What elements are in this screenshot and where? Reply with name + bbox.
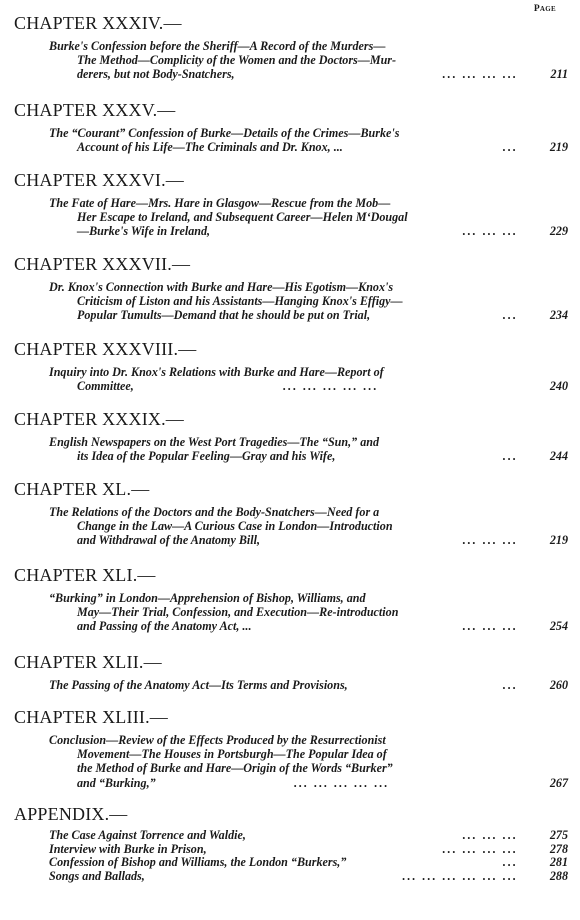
chapter-entry: [14, 652, 568, 692]
chapter-summary-line: English Newspapers on the West Port Tragedies—The “Sun,” and: [49, 435, 380, 449]
appendix-entry: [14, 804, 568, 883]
page-number: 260: [549, 678, 568, 692]
appendix-item-text: The Case Against Torrence and Waldie,: [49, 828, 246, 842]
chapter-summary-line: The Fate of Hare—Mrs. Hare in Glasgow—Rescue from the Mob—: [49, 196, 391, 210]
page-number: 240: [549, 379, 568, 394]
appendix-title: APPENDIX.—: [14, 804, 128, 824]
dot-leader: ...: [502, 856, 518, 870]
dot-leader: ...: [502, 678, 518, 692]
page-number: 281: [549, 855, 568, 870]
chapter-summary-line: Criticism of Liston and his Assistants—Hanging Knox's Effigy—: [77, 294, 403, 309]
appendix-item: [49, 870, 568, 884]
dot-leader: ... ... ...: [462, 533, 518, 548]
chapter-title: CHAPTER XXXVIII.—: [14, 339, 197, 359]
dot-leader: ...: [502, 140, 518, 155]
chapter-summary-line: Dr. Knox's Connection with Burke and Hare—His Egotism—Knox's: [49, 280, 394, 294]
page-number: 219: [549, 533, 568, 548]
chapter-entry: [14, 707, 568, 790]
chapter-entry: [14, 100, 568, 154]
chapter-summary-line: Her Escape to Ireland, and Subsequent Career—Helen M‘Dougal: [77, 210, 408, 225]
chapter-summary-line: Burke's Confession before the Sheriff—A Record of the Murders—: [49, 39, 386, 53]
chapter-summary-line: Inquiry into Dr. Knox's Relations with Burke and Hare—Report of: [49, 365, 384, 379]
appendix-item-text: Songs and Ballads,: [49, 868, 145, 883]
appendix-item: [49, 856, 568, 870]
chapter-entry: [14, 479, 568, 548]
page-column-label: Page: [533, 4, 556, 14]
dot-leader: ... ... ...: [462, 829, 518, 842]
chapter-title: CHAPTER XLIII.—: [14, 707, 168, 727]
chapter-title: CHAPTER XXXVI.—: [14, 170, 185, 190]
page-number: 229: [549, 224, 568, 239]
chapter-title: CHAPTER XXXIV.—: [14, 13, 182, 33]
page-number: 234: [549, 308, 568, 323]
chapter-entry: [14, 254, 568, 323]
chapter-summary-line: The Method—Complicity of the Women and the Doctors—Mur-: [77, 53, 397, 68]
chapter-title: CHAPTER XXXIX.—: [14, 409, 185, 429]
chapter-summary-line: The “Courant” Confession of Burke—Details of the Crimes—Burke's: [49, 126, 400, 140]
appendix-item-text: Interview with Burke in Prison,: [49, 841, 207, 856]
appendix-item: [49, 843, 568, 857]
page-number: 267: [549, 775, 568, 790]
chapter-title: CHAPTER XL.—: [14, 479, 150, 499]
appendix-item: [49, 829, 568, 843]
dot-leader: ... ... ... ... ... ...: [402, 869, 518, 883]
chapter-entry: [14, 13, 568, 82]
chapter-summary-line: Account of his Life—The Criminals and Dr. Knox, ...: [77, 140, 343, 155]
page-number: 219: [549, 140, 568, 155]
page-number: 254: [549, 619, 568, 634]
chapter-summary-line: “Burking” in London—Apprehension of Bishop, Williams, and: [49, 591, 366, 605]
appendix-item-text: Confession of Bishop and Williams, the London “Burkers,”: [49, 855, 347, 870]
chapter-summary-line: and Passing of the Anatomy Act, ...: [77, 619, 252, 634]
page-number: 211: [550, 67, 568, 82]
chapter-title: CHAPTER XLI.—: [14, 565, 156, 585]
page-number: 288: [549, 868, 568, 883]
chapter-summary-line: derers, but not Body-Snatchers,: [77, 67, 235, 82]
chapter-summary-line: Conclusion—Review of the Effects Produced by the Resurrectionist: [49, 733, 386, 747]
chapter-summary-line: Popular Tumults—Demand that he should be put on Trial,: [77, 308, 371, 323]
chapter-summary-line: The Relations of the Doctors and the Body-Snatchers—Need for a: [49, 505, 380, 519]
chapter-summary-line: May—Their Trial, Confession, and Execution—Re-introduction: [77, 605, 399, 620]
page-number: 278: [549, 841, 568, 856]
chapter-summary-line: The Passing of the Anatomy Act—Its Terms and Provisions,: [49, 678, 348, 692]
page-number: 244: [549, 449, 568, 464]
chapter-summary-line: its Idea of the Popular Feeling—Gray and his Wife,: [77, 449, 336, 464]
chapter-entry: [14, 409, 568, 463]
chapter-summary-line: Movement—The Houses in Portsburgh—The Popular Idea of: [77, 747, 387, 762]
dot-leader: ... ... ...: [462, 224, 518, 239]
dot-leader: ... ... ... ... ...: [294, 775, 390, 790]
chapter-summary-line: and “Burking,”: [77, 775, 156, 790]
page-number: 275: [549, 828, 568, 842]
chapter-summary-line: —Burke's Wife in Ireland,: [77, 224, 211, 239]
chapter-title: CHAPTER XLII.—: [14, 652, 162, 672]
dot-leader: ...: [502, 308, 518, 323]
chapter-entry: [14, 170, 568, 239]
dot-leader: ... ... ... ...: [442, 67, 518, 82]
chapter-summary-line: Change in the Law—A Curious Case in London—Introduction: [77, 519, 393, 534]
chapter-title: CHAPTER XXXV.—: [14, 100, 176, 120]
chapter-title: CHAPTER XXXVII.—: [14, 254, 191, 274]
dot-leader: ... ... ... ... ...: [283, 379, 379, 394]
chapter-entry: [14, 339, 568, 393]
dot-leader: ... ... ...: [462, 619, 518, 634]
dot-leader: ... ... ... ...: [442, 842, 518, 856]
chapter-summary-line: Committee,: [77, 379, 134, 394]
chapter-summary-line: the Method of Burke and Hare—Origin of the Words “Burker”: [77, 761, 393, 776]
chapter-entry: [14, 565, 568, 634]
dot-leader: ...: [502, 449, 518, 464]
chapter-summary-line: and Withdrawal of the Anatomy Bill,: [77, 533, 261, 548]
